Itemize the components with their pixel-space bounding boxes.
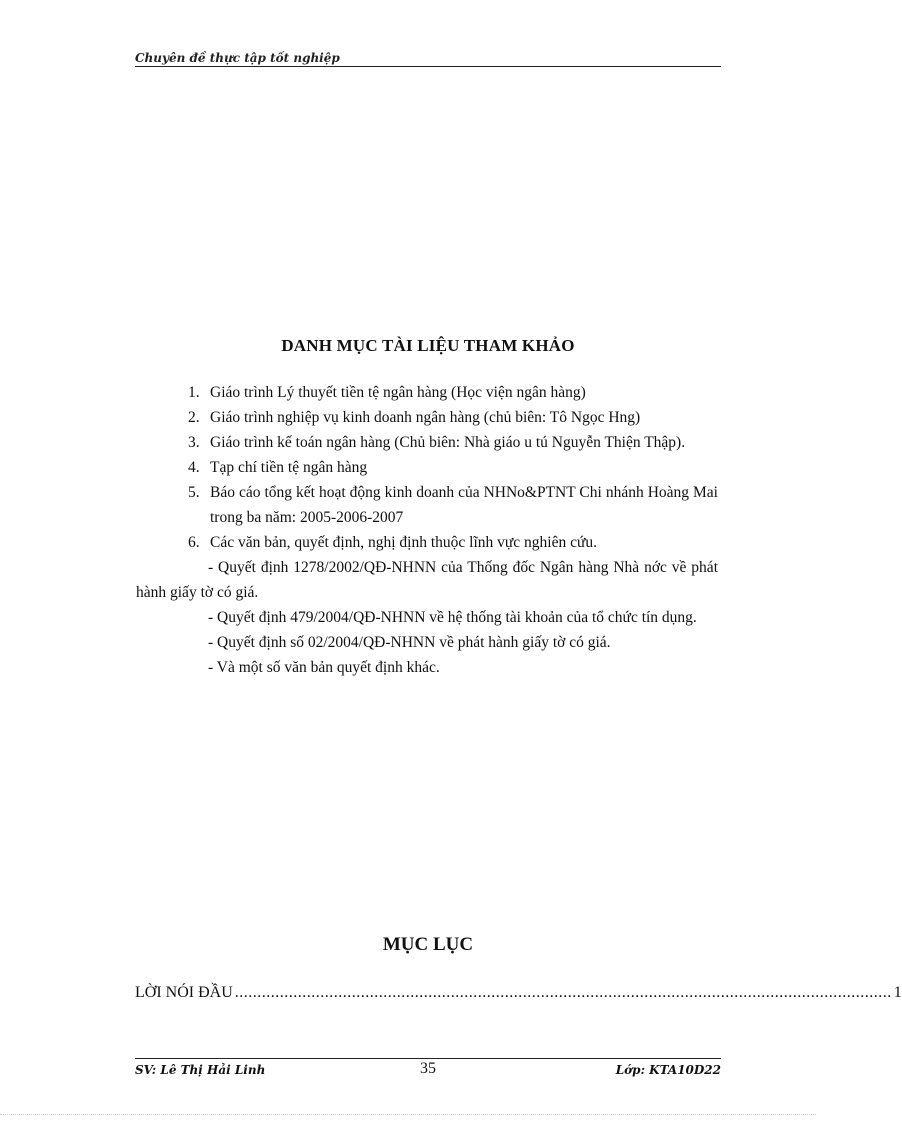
reference-text: Giáo trình nghiệp vụ kinh doanh ngân hàng (chủ biên: Tô Ngọc Hng): [210, 409, 641, 426]
reference-subitem: - Quyết định 479/2004/QĐ-NHNN về hệ thống tài khoản của tổ chức tín dụng.: [208, 609, 697, 626]
reference-number: 2.: [188, 409, 200, 426]
footer-class: Lớp: KTA10D22: [615, 1063, 721, 1077]
reference-number: 5.: [188, 484, 200, 501]
reference-item: [188, 405, 718, 430]
references-title: DANH MỤC TÀI LIỆU THAM KHẢO: [281, 336, 575, 355]
header-text: Chuyên đề thực tập tốt nghiệp: [135, 51, 340, 65]
reference-item: [188, 430, 718, 455]
reference-item: [188, 380, 718, 405]
toc-entry-page: 1: [893, 984, 902, 1001]
reference-item: [188, 480, 718, 530]
reference-number: 6.: [188, 534, 200, 551]
reference-text: Giáo trình kế toán ngân hàng (Chủ biên: Nhà giáo u tú Nguyễn Thiện Thập).: [210, 434, 686, 451]
reference-item: [188, 455, 718, 480]
reference-subitem: - Và một số văn bản quyết định khác.: [208, 659, 440, 676]
references-list: [136, 380, 718, 680]
page-header: [135, 50, 721, 67]
toc-entry[interactable]: [135, 984, 902, 1008]
toc-leader-dots: ..................................................................................................................................................: [234, 984, 892, 1001]
reference-number: 4.: [188, 459, 200, 476]
reference-number: 3.: [188, 434, 200, 451]
toc-entry-label: LỜI NÓI ĐẦU: [135, 984, 233, 1001]
reference-item: [188, 530, 718, 555]
reference-text: Tạp chí tiền tệ ngân hàng: [210, 459, 368, 476]
footer-author: SV: Lê Thị Hải Linh: [135, 1063, 266, 1077]
reference-number: 1.: [188, 384, 200, 401]
bottom-dotted-divider: [0, 1114, 816, 1116]
page-footer: [135, 1058, 721, 1079]
reference-subitem: - Quyết định số 02/2004/QĐ-NHNN về phát hành giấy tờ có giá.: [208, 634, 611, 651]
toc-title: MỤC LỤC: [382, 934, 474, 955]
reference-subitem: - Quyết định 1278/2002/QĐ-NHNN của Thống đốc Ngân hàng Nhà nớc về phát hành giấy tờ có giá.: [136, 559, 718, 601]
reference-text: Báo cáo tổng kết hoạt động kinh doanh của NHNo&PTNT Chi nhánh Hoàng Mai trong ba năm: 2005-2006-2007: [210, 484, 718, 526]
footer-page-number: 35: [420, 1060, 436, 1077]
reference-text: Các văn bản, quyết định, nghị định thuộc lĩnh vực nghiên cứu.: [210, 534, 598, 551]
reference-text: Giáo trình Lý thuyết tiền tệ ngân hàng (Học viện ngân hàng): [210, 384, 586, 401]
